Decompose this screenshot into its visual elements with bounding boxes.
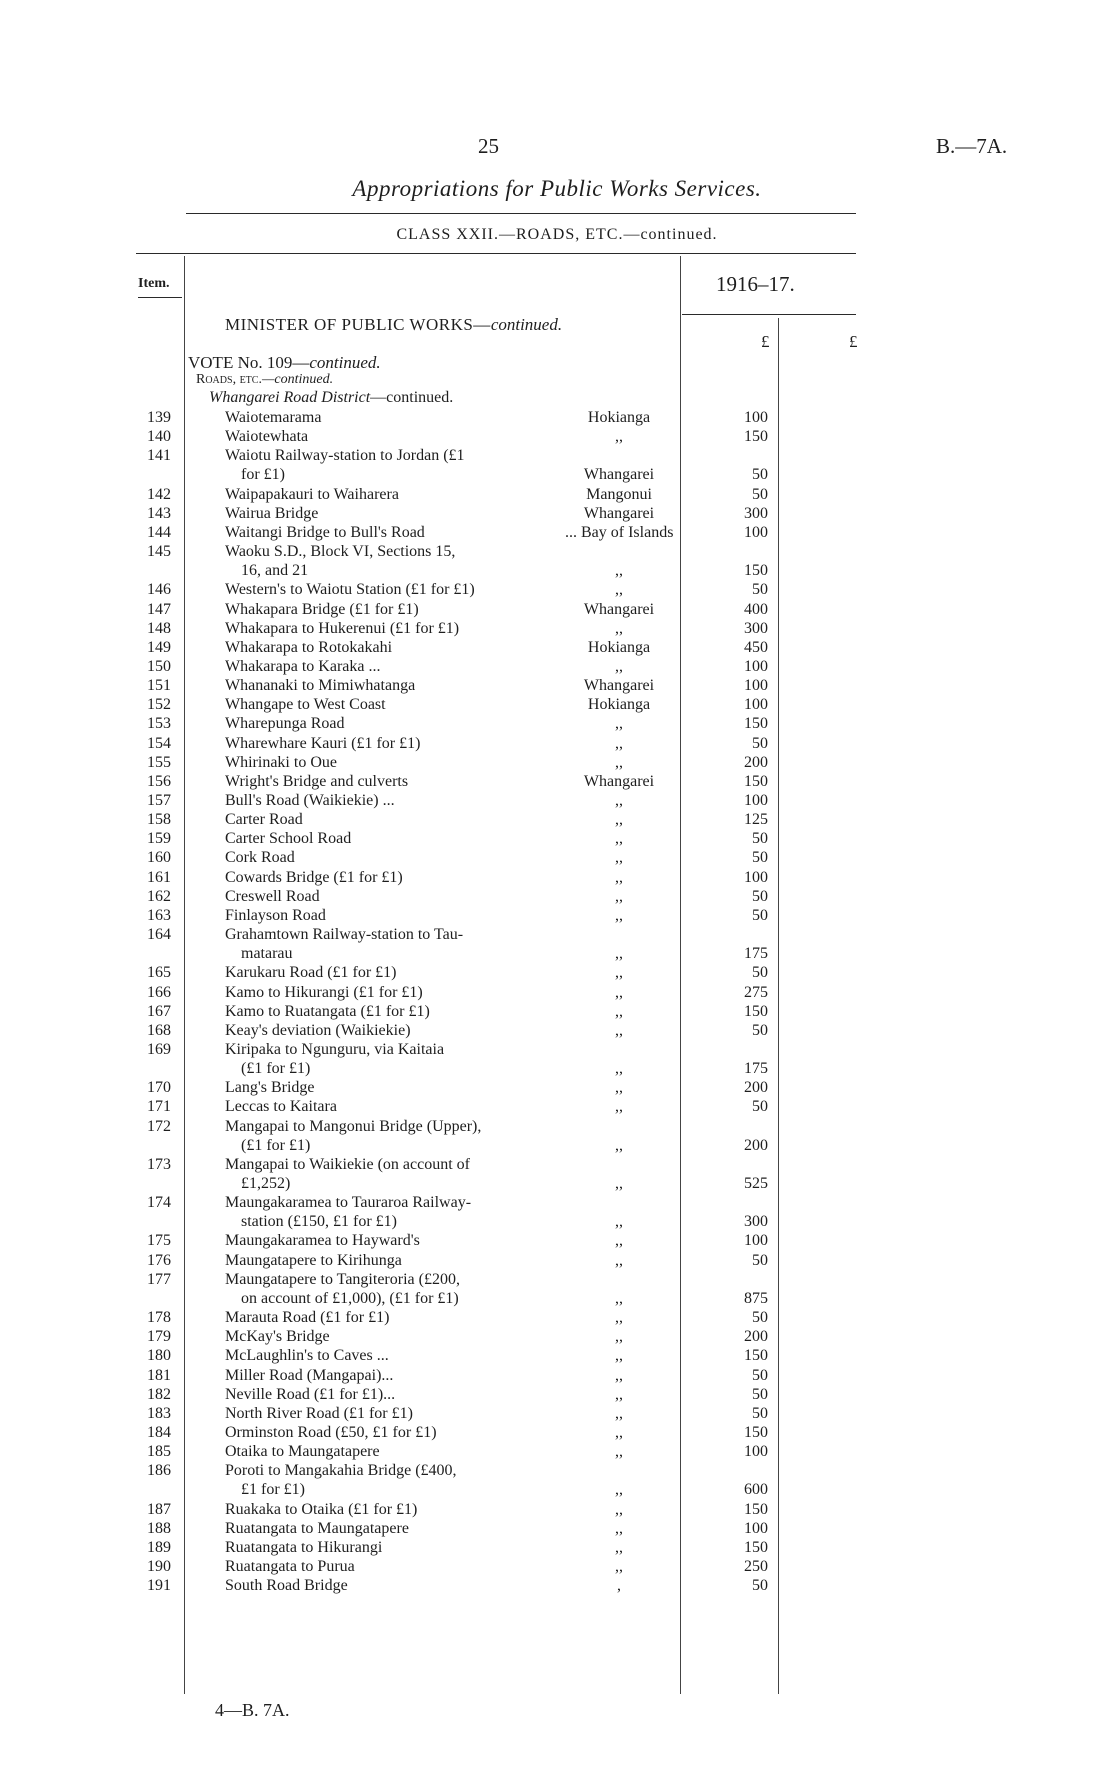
item-description: Cork Road xyxy=(225,849,295,867)
amount-value: 100 xyxy=(744,1443,768,1461)
item-description: Maungatapere to Kirihunga xyxy=(225,1251,402,1269)
amount-value: 50 xyxy=(752,466,768,484)
item-description: Grahamtown Railway-station to Tau- xyxy=(225,926,464,944)
item-description: McLaughlin's to Caves ... xyxy=(225,1347,389,1365)
item-number: 172 xyxy=(147,1117,171,1135)
item-description: Whangape to West Coast xyxy=(225,696,386,714)
item-description: Karukaru Road (£1 for £1) xyxy=(225,964,397,982)
item-description: Whirinaki to Oue xyxy=(225,753,337,771)
county-name: Whangarei xyxy=(583,677,655,695)
item-number: 163 xyxy=(147,906,171,924)
item-description: Maungatapere to Tangiteroria (£200, xyxy=(225,1270,460,1288)
county-name: Whangarei xyxy=(583,504,655,522)
item-number: 152 xyxy=(147,696,171,714)
item-number: 147 xyxy=(147,600,171,618)
item-number: 158 xyxy=(147,811,171,829)
amount-value: 150 xyxy=(744,1423,768,1441)
amount-value: 50 xyxy=(752,1404,768,1422)
amount-value: 50 xyxy=(752,1309,768,1327)
item-description-continued: station (£150, £1 for £1) xyxy=(241,1213,397,1231)
item-number: 176 xyxy=(147,1251,171,1269)
item-description: Whananaki to Mimiwhatanga xyxy=(225,677,416,695)
item-description: Mangapai to Mangonui Bridge (Upper), xyxy=(225,1117,482,1135)
item-number: 171 xyxy=(147,1098,171,1116)
item-description: Waiotu Railway-station to Jordan (£1 xyxy=(225,447,465,465)
item-description: Carter School Road xyxy=(225,830,352,848)
item-number: 164 xyxy=(147,926,171,944)
item-number: 140 xyxy=(147,428,171,446)
amount-value: 200 xyxy=(744,1079,768,1097)
item-number: 149 xyxy=(147,638,171,656)
item-number: 169 xyxy=(147,1040,171,1058)
amount-value: 275 xyxy=(744,983,768,1001)
county-name: ,, xyxy=(615,983,623,1001)
item-number: 154 xyxy=(147,734,171,752)
amount-value: 50 xyxy=(752,830,768,848)
item-description: Kiripaka to Ngunguru, via Kaitaia xyxy=(225,1040,445,1058)
item-description-continued: £1 for £1) xyxy=(241,1481,305,1499)
item-number: 144 xyxy=(147,523,171,541)
item-description: Carter Road xyxy=(225,811,303,829)
county-name: ,, xyxy=(615,1347,623,1365)
item-number: 150 xyxy=(147,657,171,675)
page-title: Appropriations for Public Works Services. xyxy=(352,176,762,201)
title-rule xyxy=(186,213,856,214)
item-number: 153 xyxy=(147,715,171,733)
vote-heading: VOTE No. 109—continued. xyxy=(188,353,381,372)
county-name: ,, xyxy=(615,657,623,675)
item-number: 178 xyxy=(147,1309,171,1327)
item-description: Mangapai to Waikiekie (on account of xyxy=(225,1155,470,1173)
county-name: ,, xyxy=(615,868,623,886)
amount-value: 300 xyxy=(744,1213,768,1231)
county-name: ,, xyxy=(615,428,623,446)
item-number: 190 xyxy=(147,1558,171,1575)
county-name: ,, xyxy=(615,964,623,982)
item-description: Wharepunga Road xyxy=(225,715,345,733)
amount-value: 50 xyxy=(752,1366,768,1384)
item-number: 175 xyxy=(147,1232,171,1250)
amount-value: 50 xyxy=(752,906,768,924)
item-description: Ruatangata to Maungatapere xyxy=(225,1519,409,1537)
pound-total-column-header: £ xyxy=(849,332,858,351)
county-name: ,, xyxy=(615,1136,623,1154)
item-description-continued: on account of £1,000), (£1 for £1) xyxy=(241,1289,459,1307)
amount-value: 100 xyxy=(744,868,768,886)
item-number: 179 xyxy=(147,1328,171,1346)
county-name: ,, xyxy=(615,1328,623,1346)
item-header-rule xyxy=(138,297,182,298)
county-name: ,, xyxy=(615,1538,623,1556)
amount-value: 50 xyxy=(752,485,768,503)
amount-value: 100 xyxy=(744,696,768,714)
item-description: Whakapara Bridge (£1 for £1) xyxy=(225,600,419,618)
county-name: ,, xyxy=(615,1519,623,1537)
item-description: Orminston Road (£50, £1 for £1) xyxy=(225,1423,437,1441)
item-number: 173 xyxy=(147,1155,171,1173)
item-description: Western's to Waiotu Station (£1 for £1) xyxy=(225,581,475,599)
minister-heading: MINISTER OF PUBLIC WORKS—continued. xyxy=(225,315,563,334)
item-description: Wright's Bridge and culverts xyxy=(225,772,409,790)
district-heading: Whangarei Road District—continued. xyxy=(209,389,454,406)
amount-value: 875 xyxy=(744,1289,768,1307)
amount-value: 200 xyxy=(744,753,768,771)
county-name: ,, xyxy=(615,1309,623,1327)
item-description-continued: matarau xyxy=(241,945,293,963)
amount-value: 100 xyxy=(744,657,768,675)
county-name: ,, xyxy=(615,715,623,733)
county-name: ,, xyxy=(615,1481,623,1499)
amount-value: 150 xyxy=(744,1347,768,1365)
county-name: ,, xyxy=(615,906,623,924)
amount-value: 100 xyxy=(744,677,768,695)
amount-value: 150 xyxy=(744,1538,768,1556)
item-number: 162 xyxy=(147,887,171,905)
amount-value: 50 xyxy=(752,887,768,905)
item-description: Marauta Road (£1 for £1) xyxy=(225,1309,390,1327)
item-number: 160 xyxy=(147,849,171,867)
roads-subheading: Roads, etc.—continued. xyxy=(196,372,334,387)
item-number: 174 xyxy=(147,1194,171,1212)
item-description-continued: (£1 for £1) xyxy=(241,1060,311,1078)
amount-value: 525 xyxy=(744,1175,768,1192)
amount-value: 100 xyxy=(744,523,768,541)
amount-value: 150 xyxy=(744,1500,768,1518)
item-description: North River Road (£1 for £1) xyxy=(225,1404,413,1422)
county-name: ,, xyxy=(615,1366,623,1384)
item-number: 148 xyxy=(147,619,171,637)
amount-value: 50 xyxy=(752,964,768,982)
amount-value: 200 xyxy=(744,1136,768,1154)
amount-value: 150 xyxy=(744,715,768,733)
county-name: ,, xyxy=(615,1443,623,1461)
item-description: Whakarapa to Rotokakahi xyxy=(225,638,393,656)
item-description: Neville Road (£1 for £1)... xyxy=(225,1385,396,1403)
amount-value: 50 xyxy=(752,1577,768,1595)
item-description: Maungakaramea to Tauraroa Railway- xyxy=(225,1194,472,1212)
amount-value: 150 xyxy=(744,562,768,580)
item-number: 186 xyxy=(147,1462,171,1480)
county-name: ,, xyxy=(615,830,623,848)
county-name: ,, xyxy=(615,887,623,905)
footer-signature: 4—B. 7A. xyxy=(215,1700,290,1720)
item-description: Whakapara to Hukerenui (£1 for £1) xyxy=(225,619,460,637)
county-name: ,, xyxy=(615,1232,623,1250)
year-header-rule xyxy=(682,314,856,315)
county-name: Hokianga xyxy=(587,696,651,714)
document-reference: B.—7A. xyxy=(936,134,1008,158)
amount-value: 100 xyxy=(744,1232,768,1250)
item-number: 155 xyxy=(147,753,171,771)
amount-value: 400 xyxy=(744,600,768,618)
item-description: Creswell Road xyxy=(225,887,320,905)
amount-value: 600 xyxy=(744,1481,768,1499)
item-description: Keay's deviation (Waikiekie) xyxy=(225,1021,411,1039)
class-heading: CLASS XXII.—ROADS, ETC.—continued. xyxy=(396,226,718,243)
county-name: ,, xyxy=(615,581,623,599)
item-description: Finlayson Road xyxy=(225,906,326,924)
item-description: McKay's Bridge xyxy=(225,1328,330,1346)
item-description: Lang's Bridge xyxy=(225,1079,315,1097)
county-name: Mangonui xyxy=(586,485,652,503)
amount-value: 50 xyxy=(752,849,768,867)
county-name: ... Bay of Islands xyxy=(565,523,674,541)
item-description: Waoku S.D., Block VI, Sections 15, xyxy=(225,543,456,561)
county-name: ,, xyxy=(615,619,623,637)
amount-value: 50 xyxy=(752,734,768,752)
item-number: 143 xyxy=(147,504,171,522)
item-description: Whakarapa to Karaka ... xyxy=(225,657,381,675)
item-number: 191 xyxy=(147,1577,171,1595)
item-number: 189 xyxy=(147,1538,171,1556)
amount-value: 100 xyxy=(744,792,768,809)
county-name: Hokianga xyxy=(587,409,651,426)
amount-value: 100 xyxy=(744,1519,768,1537)
item-description: Wharewhare Kauri (£1 for £1) xyxy=(225,734,421,752)
county-name: ,, xyxy=(615,792,623,809)
item-description-continued: (£1 for £1) xyxy=(241,1136,311,1154)
amount-value: 150 xyxy=(744,1002,768,1020)
amount-value: 250 xyxy=(744,1558,768,1575)
county-name: ,, xyxy=(615,1423,623,1441)
item-number: 168 xyxy=(147,1021,171,1039)
county-name: ,, xyxy=(615,811,623,829)
item-number: 167 xyxy=(147,1002,171,1020)
item-number: 181 xyxy=(147,1366,171,1384)
county-name: ,, xyxy=(615,1002,623,1020)
item-description: Ruatangata to Purua xyxy=(225,1558,355,1575)
item-number: 185 xyxy=(147,1443,171,1461)
county-name: ,, xyxy=(615,945,623,963)
item-number: 141 xyxy=(147,447,171,465)
county-name: Hokianga xyxy=(587,638,651,656)
year-column-header: 1916–17. xyxy=(716,272,795,296)
item-number: 159 xyxy=(147,830,171,848)
item-description-continued: £1,252) xyxy=(241,1175,291,1192)
item-description: Poroti to Mangakahia Bridge (£400, xyxy=(225,1462,457,1480)
item-number: 139 xyxy=(147,409,171,426)
amount-value: 50 xyxy=(752,1385,768,1403)
county-name: , xyxy=(617,1577,621,1595)
item-description: Wairua Bridge xyxy=(225,504,319,522)
county-name: ,, xyxy=(615,1021,623,1039)
county-name: ,, xyxy=(615,1404,623,1422)
item-number: 157 xyxy=(147,792,171,809)
amount-value: 100 xyxy=(744,409,768,426)
amount-column-divider xyxy=(778,318,779,1694)
amount-value: 150 xyxy=(744,772,768,790)
item-description: Otaika to Maungatapere xyxy=(225,1443,380,1461)
item-number: 170 xyxy=(147,1079,171,1097)
amount-value: 175 xyxy=(744,945,768,963)
item-description: Cowards Bridge (£1 for £1) xyxy=(225,868,403,886)
county-name: ,, xyxy=(615,1251,623,1269)
county-name: ,, xyxy=(615,562,623,580)
item-number: 183 xyxy=(147,1404,171,1422)
amount-value: 175 xyxy=(744,1060,768,1078)
item-number: 165 xyxy=(147,964,171,982)
county-name: ,, xyxy=(615,1098,623,1116)
item-description-continued: 16, and 21 xyxy=(241,562,309,580)
table-top-rule xyxy=(136,253,856,254)
item-description: Waiotemarama xyxy=(225,409,322,426)
item-number: 145 xyxy=(147,543,171,561)
amount-value: 50 xyxy=(752,581,768,599)
item-description: Miller Road (Mangapai)... xyxy=(225,1366,394,1384)
item-number: 142 xyxy=(147,485,171,503)
county-column-divider xyxy=(680,256,681,1694)
item-description: Waiotewhata xyxy=(225,428,309,446)
item-description: Ruakaka to Otaika (£1 for £1) xyxy=(225,1500,418,1518)
amount-value: 150 xyxy=(744,428,768,446)
item-number: 156 xyxy=(147,772,171,790)
item-number: 180 xyxy=(147,1347,171,1365)
county-name: ,, xyxy=(615,1175,623,1192)
page-number: 25 xyxy=(478,134,499,158)
item-description: Kamo to Hikurangi (£1 for £1) xyxy=(225,983,423,1001)
amount-value: 50 xyxy=(752,1098,768,1116)
item-number: 184 xyxy=(147,1423,171,1441)
county-name: ,, xyxy=(615,753,623,771)
item-number: 177 xyxy=(147,1270,171,1288)
item-description: Maungakaramea to Hayward's xyxy=(225,1232,420,1250)
amount-value: 300 xyxy=(744,619,768,637)
item-number: 161 xyxy=(147,868,171,886)
item-number: 151 xyxy=(147,677,171,695)
county-name: Whangarei xyxy=(583,600,655,618)
item-description: Ruatangata to Hikurangi xyxy=(225,1538,383,1556)
pound-column-header: £ xyxy=(761,332,770,351)
amount-value: 300 xyxy=(744,504,768,522)
item-column-divider xyxy=(184,256,185,1694)
amount-value: 200 xyxy=(744,1328,768,1346)
item-number: 188 xyxy=(147,1519,171,1537)
item-number: 182 xyxy=(147,1385,171,1403)
county-name: Whangarei xyxy=(583,772,655,790)
item-description: South Road Bridge xyxy=(225,1577,348,1595)
county-name: ,, xyxy=(615,849,623,867)
county-name: ,, xyxy=(615,1500,623,1518)
item-number: 146 xyxy=(147,581,171,599)
item-column-header: Item. xyxy=(138,276,170,291)
item-number: 166 xyxy=(147,983,171,1001)
county-name: Whangarei xyxy=(583,466,655,484)
county-name: ,, xyxy=(615,1213,623,1231)
item-description-continued: for £1) xyxy=(241,466,285,484)
county-name: ,, xyxy=(615,1289,623,1307)
county-name: ,, xyxy=(615,1385,623,1403)
item-description: Waitangi Bridge to Bull's Road xyxy=(225,523,425,541)
item-description: Leccas to Kaitara xyxy=(225,1098,337,1116)
item-description: Bull's Road (Waikiekie) ... xyxy=(225,792,395,809)
amount-value: 50 xyxy=(752,1021,768,1039)
county-name: ,, xyxy=(615,734,623,752)
county-name: ,, xyxy=(615,1060,623,1078)
item-number: 187 xyxy=(147,1500,171,1518)
item-description: Kamo to Ruatangata (£1 for £1) xyxy=(225,1002,430,1020)
item-description: Waipapakauri to Waiharera xyxy=(225,485,399,503)
county-name: ,, xyxy=(615,1558,623,1575)
county-name: ,, xyxy=(615,1079,623,1097)
amount-value: 50 xyxy=(752,1251,768,1269)
amount-value: 450 xyxy=(744,638,768,656)
amount-value: 125 xyxy=(744,811,768,829)
